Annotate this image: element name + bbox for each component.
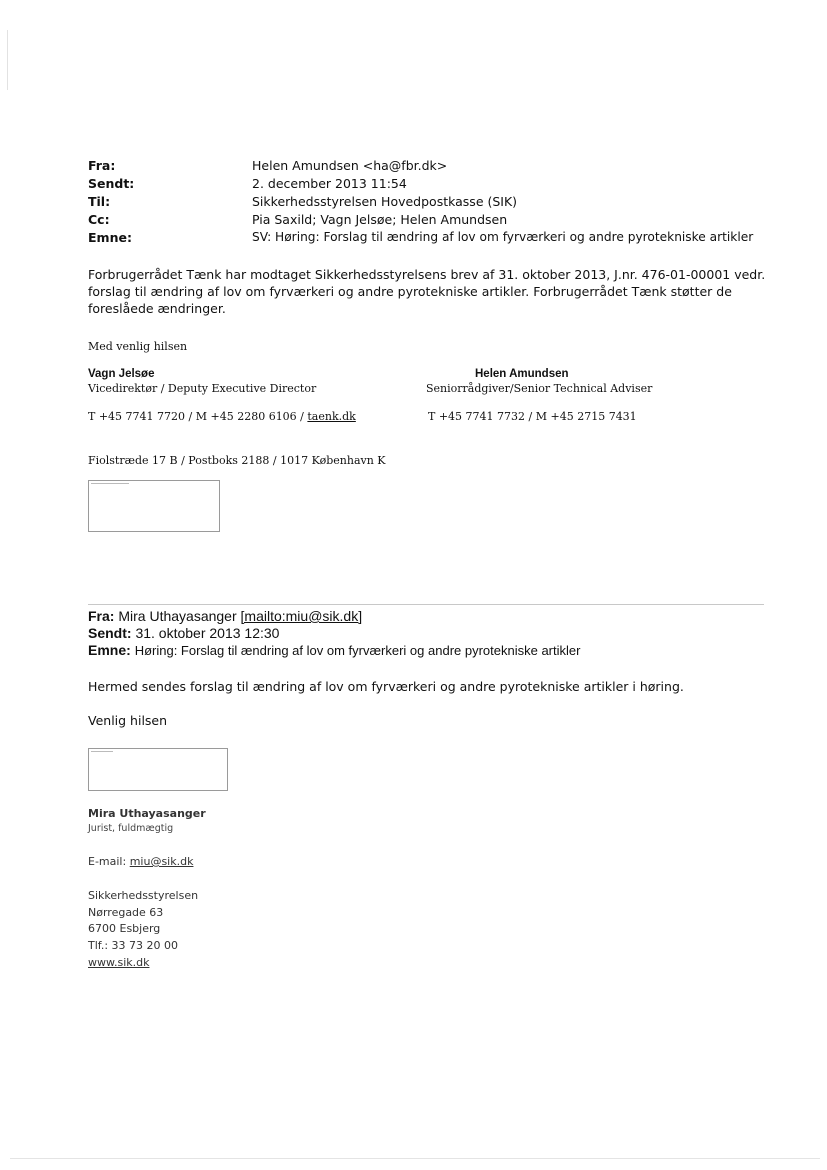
cc-value: Pia Saxild; Vagn Jelsøe; Helen Amundsen — [252, 212, 508, 227]
email-label: E-mail: — [88, 855, 130, 868]
address: Fiolstræde 17 B / Postboks 2188 / 1017 København K — [88, 454, 386, 467]
fra-label: Fra: — [88, 158, 116, 173]
email-link[interactable]: miu@sik.dk — [129, 855, 194, 868]
emne-value-2: Høring: Forslag til ændring af lov om fyrværkeri og andre pyrotekniske artikler — [134, 643, 581, 658]
bottom-scan-line — [10, 1158, 820, 1159]
signer-left-phone — [88, 410, 356, 423]
emne-value: SV: Høring: Forslag til ændring af lov om fyrværkeri og andre pyrotekniske artikler — [252, 230, 754, 244]
placeholder-mark-2 — [91, 751, 113, 752]
signer-right-phone: T +45 7741 7732 / M +45 2715 7431 — [428, 410, 637, 423]
signer-left-title: Vicedirektør / Deputy Executive Director — [88, 382, 317, 395]
org-phone: Tlf.: 33 73 20 00 — [88, 939, 179, 952]
sendt-value: 2. december 2013 11:54 — [252, 176, 407, 191]
greeting-2: Venlig hilsen — [88, 713, 168, 728]
org-name: Sikkerhedsstyrelsen — [88, 889, 199, 902]
logo-image-placeholder — [88, 480, 220, 532]
fra-label-2: Fra: — [88, 608, 115, 624]
logo-image-placeholder-2 — [88, 748, 228, 791]
signer-name-2: Mira Uthayasanger — [88, 807, 206, 820]
sendt-label: Sendt: — [88, 176, 135, 191]
body-paragraph-2: Hermed sendes forslag til ændring af lov om fyrværkeri og andre pyrotekniske artikler i høring. — [88, 679, 684, 694]
sendt-label-2: Sendt: — [88, 625, 132, 641]
fra-value: Helen Amundsen <ha@fbr.dk> — [252, 158, 448, 173]
emne-label-2: Emne: — [88, 642, 131, 658]
greeting: Med venlig hilsen — [88, 340, 188, 353]
cc-label: Cc: — [88, 212, 110, 227]
til-value: Sikkerhedsstyrelsen Hovedpostkasse (SIK) — [252, 194, 518, 209]
placeholder-mark — [91, 483, 129, 484]
separator-line — [88, 604, 764, 605]
email-line — [88, 855, 193, 868]
signer-right-name: Helen Amundsen — [475, 368, 569, 380]
sendt-line-2 — [88, 625, 279, 641]
signer-title-2: Jurist, fuldmægtig — [88, 823, 174, 834]
signer-left-name: Vagn Jelsøe — [88, 368, 155, 380]
taenk-link[interactable]: taenk.dk — [307, 410, 356, 423]
signer-right-title: Seniorrådgiver/Senior Technical Adviser — [426, 382, 653, 395]
web-link[interactable]: www.sik.dk — [88, 956, 150, 969]
body-paragraph: Forbrugerrådet Tænk har modtaget Sikkerhedsstyrelsens brev af 31. oktober 2013, J.nr. 476-01-00001 vedr. forslag til ændring af lov om fyrværkeri og andre pyrotekniske artikler. Forbrugerrådet Tænk støtter de foreslåede ændringer. — [88, 267, 766, 316]
org-street: Nørregade 63 — [88, 906, 164, 919]
fra-line-2 — [88, 608, 362, 624]
org-city: 6700 Esbjerg — [88, 922, 161, 935]
mailto-link[interactable]: [mailto:miu@sik.dk] — [240, 608, 363, 624]
scan-edge-mark — [7, 30, 8, 90]
emne-label: Emne: — [88, 230, 132, 245]
phone-text: T +45 7741 7720 / M +45 2280 6106 / — [88, 410, 308, 423]
til-label: Til: — [88, 194, 111, 209]
emne-line-2 — [88, 642, 580, 658]
fra-value-2: Mira Uthayasanger — [118, 608, 241, 624]
sendt-value-2: 31. oktober 2013 12:30 — [135, 625, 280, 641]
